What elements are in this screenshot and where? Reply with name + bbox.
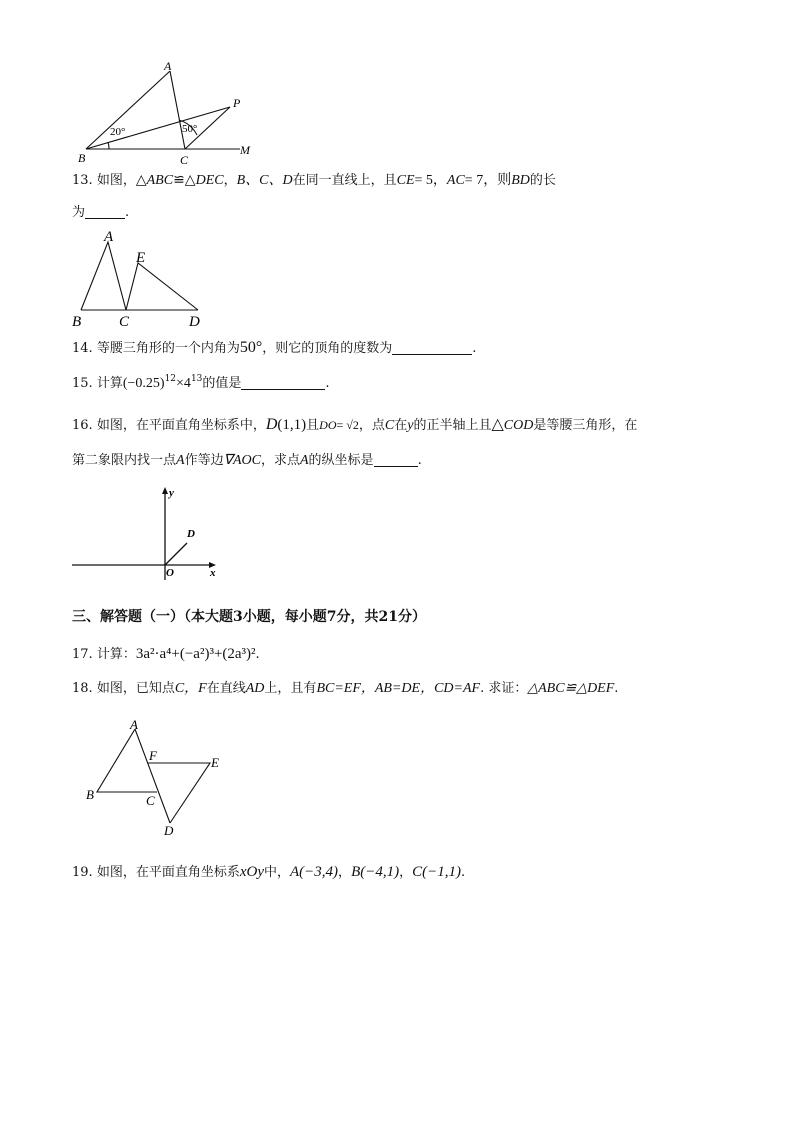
label-d: D — [164, 823, 174, 838]
answer-blank[interactable] — [85, 204, 125, 219]
figure-q18 — [80, 715, 230, 839]
section-3-heading: 三、解答题（一）（本大题3小题，每小题7分，共21分） — [72, 609, 426, 625]
figure-q13 — [68, 226, 218, 330]
label-b: B — [78, 151, 86, 165]
question-16-line2: 第二象限内找一点A作等边∇AOC，求点A的纵坐标是 . — [72, 453, 422, 468]
label-d: D — [187, 528, 195, 540]
label-c: C — [119, 314, 130, 330]
triangle-dec — [126, 263, 198, 310]
segment-ac — [170, 71, 185, 149]
answer-blank[interactable] — [374, 452, 418, 467]
label-a: A — [164, 59, 172, 73]
question-18: 18. 如图，已知点C，F在直线AD上，且有BC=EF，AB=DE，CD=AF. 求证：△ABC≌△DEF. — [72, 681, 619, 696]
figure-q16-coordinate-plane — [70, 484, 230, 584]
question-number: 13. — [72, 173, 93, 188]
label-c: C — [146, 793, 155, 808]
answer-blank[interactable] — [241, 375, 325, 390]
question-number: 16. — [72, 418, 93, 433]
angle-label-20: 20° — [110, 126, 126, 138]
label-b: B — [86, 787, 94, 802]
segment-od — [165, 543, 187, 565]
segment-bp — [86, 107, 230, 149]
label-d: D — [189, 314, 200, 330]
label-e: E — [211, 755, 219, 770]
answer-blank[interactable] — [392, 340, 472, 355]
question-number: 14. — [72, 341, 93, 356]
triangle-abc — [97, 729, 157, 792]
label-b: B — [72, 314, 82, 330]
question-13-line1: 13. 如图，△ABC≌△DEC，B、C、D在同一直线上，且CE= 5，AC= 7，则BD的长 — [72, 173, 556, 188]
expression: 3a²·a⁴+(−a²)³+(2a³)² — [135, 646, 256, 662]
label-x: x — [210, 567, 216, 579]
figure-q12 — [72, 58, 272, 170]
segment-ad — [135, 729, 170, 823]
label-m: M — [240, 143, 250, 157]
triangle-abc — [81, 242, 126, 310]
label-y: y — [169, 487, 174, 499]
question-15: 15. 计算$(-0.25)^{12}\times 4^{13}$的值是 . — [72, 374, 330, 391]
label-o: O — [166, 567, 174, 579]
question-number: 18. — [72, 681, 93, 696]
question-number: 17. — [72, 647, 93, 662]
triangle-def — [148, 763, 210, 823]
question-13-line2: 为 . — [72, 205, 130, 220]
angle-label-50: 50° — [182, 123, 198, 135]
question-number: 15. — [72, 376, 93, 391]
question-17: 17. 计算：3a²·a⁴+(−a²)³+(2a³)². — [72, 646, 260, 662]
label-c: C — [180, 153, 189, 167]
question-14: 14. 等腰三角形的一个内角为50°，则它的顶角的度数为 . — [72, 339, 477, 356]
question-19: 19. 如图，在平面直角坐标系xOy中，A(−3,4)，B(−4,1)，C(−1,1). — [72, 864, 466, 880]
question-16-line1: 16. 如图，在平面直角坐标系中，D(1,1)且DO= √2，点C在y的正半轴上且△COD是等腰三角形，在 — [72, 416, 638, 433]
label-a: A — [130, 717, 138, 732]
y-axis-arrow — [162, 487, 168, 494]
label-e: E — [136, 250, 146, 266]
label-a: A — [104, 229, 114, 245]
label-f: F — [149, 748, 157, 763]
question-number: 19. — [72, 865, 93, 880]
angle-arc-b — [108, 142, 109, 149]
label-p: P — [233, 96, 241, 110]
